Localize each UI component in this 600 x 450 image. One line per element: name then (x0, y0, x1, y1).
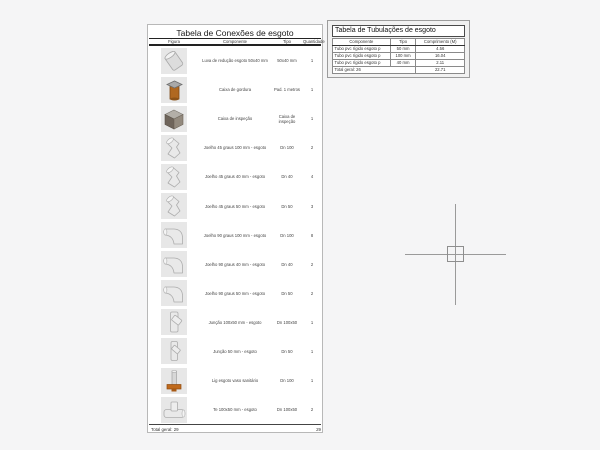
schedule-pipes-footer (333, 66, 465, 73)
elbow-90-icon (161, 280, 187, 306)
row-tipo: Dn 50 (281, 290, 293, 296)
column-header-tipo: Tipo (283, 39, 291, 44)
row-component: Joelho 45 graus 50 mm - esgoto (204, 203, 266, 209)
toilet-connection-icon (161, 368, 187, 394)
row-qty: 1 (310, 58, 314, 64)
elbow-90-icon (161, 251, 187, 277)
schedule-connections-footer (149, 424, 321, 433)
row-component: Tubo pvc rígido esgoto p (333, 52, 391, 59)
row-component: Lig esgoto vaso sanitário (211, 378, 259, 384)
row-tipo: Dn 50 (281, 348, 293, 354)
table-row[interactable] (149, 162, 321, 191)
row-component: Joelho 90 graus 50 mm - esgoto (204, 290, 266, 296)
row-qty: 1 (310, 348, 314, 354)
row-qty: 1 (310, 378, 314, 384)
row-tipo: 50x40 mm (277, 58, 297, 64)
table-row[interactable] (149, 221, 321, 250)
row-qty: 2 (310, 407, 314, 413)
grand-total-label: Total geral: 26 (333, 66, 416, 73)
schedule-pipes-header (333, 38, 465, 45)
row-tipo: Dn 100x50 (276, 407, 298, 413)
table-row[interactable] (333, 59, 465, 66)
elbow-90-icon (161, 222, 187, 248)
row-length: 4.56 (416, 45, 465, 52)
row-qty: 2 (310, 145, 314, 151)
table-row[interactable] (149, 250, 321, 279)
grand-total-value: 22.71 (416, 66, 465, 73)
row-component: Joelho 90 graus 100 mm - esgoto (203, 232, 267, 238)
row-tipo: Dn 40 (281, 261, 293, 267)
schedule-connections-title: Tabela de Conexões de esgoto (176, 28, 294, 38)
row-component: Joelho 45 graus 40 mm - esgoto (204, 174, 266, 180)
grand-total-value: 29 (316, 426, 321, 432)
row-component: Joelho 45 graus 100 mm - esgoto (203, 145, 267, 151)
table-row[interactable] (149, 191, 321, 220)
table-row[interactable] (149, 133, 321, 162)
row-qty: 1 (310, 87, 314, 93)
row-tipo: Dn 100x50 (276, 319, 298, 325)
row-qty: 4 (310, 174, 314, 180)
row-component: Caixa de gordura (218, 87, 252, 93)
elbow-45-icon (161, 193, 187, 219)
schedule-pipes-title: Tabela de Tubulações de esgoto (332, 25, 465, 37)
row-component: Tubo pvc rígido esgoto p (333, 59, 391, 66)
row-qty: 2 (310, 290, 314, 296)
schedule-connections-body (149, 46, 321, 424)
row-tipo: 50 mm (390, 45, 416, 52)
column-header-componente: Componente (223, 39, 247, 44)
grand-total-label: Total geral: 29 (151, 426, 179, 432)
schedule-connections-header (149, 38, 325, 46)
column-header-comprimento: Comprimento (M) (416, 38, 465, 45)
row-component: Junção 100x50 mm - esgoto (208, 319, 262, 325)
row-tipo: Pad. 1 metros (273, 87, 301, 93)
row-tipo: 100 mm (390, 52, 416, 59)
table-row[interactable] (149, 279, 321, 308)
column-header-tipo: Tipo (390, 38, 416, 45)
table-row[interactable] (149, 104, 321, 133)
row-tipo: Dn 40 (281, 174, 293, 180)
table-row[interactable] (149, 46, 321, 75)
row-component: Luva de redução esgoto 50x40 mm (202, 58, 268, 64)
table-row[interactable] (149, 366, 321, 395)
row-qty: 1 (310, 116, 314, 122)
row-tipo: Dn 100 (280, 145, 294, 151)
grease-box-icon (161, 77, 187, 103)
table-row[interactable] (333, 52, 465, 59)
row-tipo: Dn 100 (280, 378, 294, 384)
column-header-figura: Figura (168, 39, 180, 44)
table-row[interactable] (149, 75, 321, 104)
schedule-connections[interactable] (147, 24, 323, 433)
row-length: 16.04 (416, 52, 465, 59)
wye-junction-icon (161, 338, 187, 364)
column-header-componente: Componente (333, 38, 391, 45)
row-component: Te 100x50 mm - esgoto (213, 407, 257, 413)
junction-tee-icon (161, 309, 187, 335)
row-component: Joelho 90 graus 40 mm - esgoto (204, 261, 266, 267)
row-qty: 8 (310, 232, 314, 238)
table-row[interactable] (149, 395, 321, 424)
row-component: Caixa de inspeção (217, 116, 253, 122)
row-qty: 2 (310, 261, 314, 267)
elbow-45-icon (161, 135, 187, 161)
row-tipo: Caixa de inspeção (278, 113, 296, 124)
table-row[interactable] (333, 45, 465, 52)
inspection-box-icon (161, 106, 187, 132)
crosshair-pickbox-icon (447, 246, 464, 262)
row-tipo: 40 mm (390, 59, 416, 66)
row-qty: 1 (310, 319, 314, 325)
schedule-pipes[interactable] (327, 20, 470, 78)
table-row[interactable] (149, 308, 321, 337)
schedule-pipes-table (332, 38, 465, 74)
reducer-fitting-icon (161, 48, 187, 74)
row-length: 2.11 (416, 59, 465, 66)
elbow-45-icon (161, 164, 187, 190)
tee-fitting-icon (161, 397, 187, 423)
row-qty: 3 (310, 203, 314, 209)
column-header-quantidade: Quantidade (303, 39, 325, 44)
row-component: Junção 50 mm - esgoto (213, 348, 257, 354)
row-tipo: Dn 50 (281, 203, 293, 209)
row-component: Tubo pvc rígido esgoto p (333, 45, 391, 52)
table-row[interactable] (149, 337, 321, 366)
row-tipo: Dn 100 (280, 232, 294, 238)
